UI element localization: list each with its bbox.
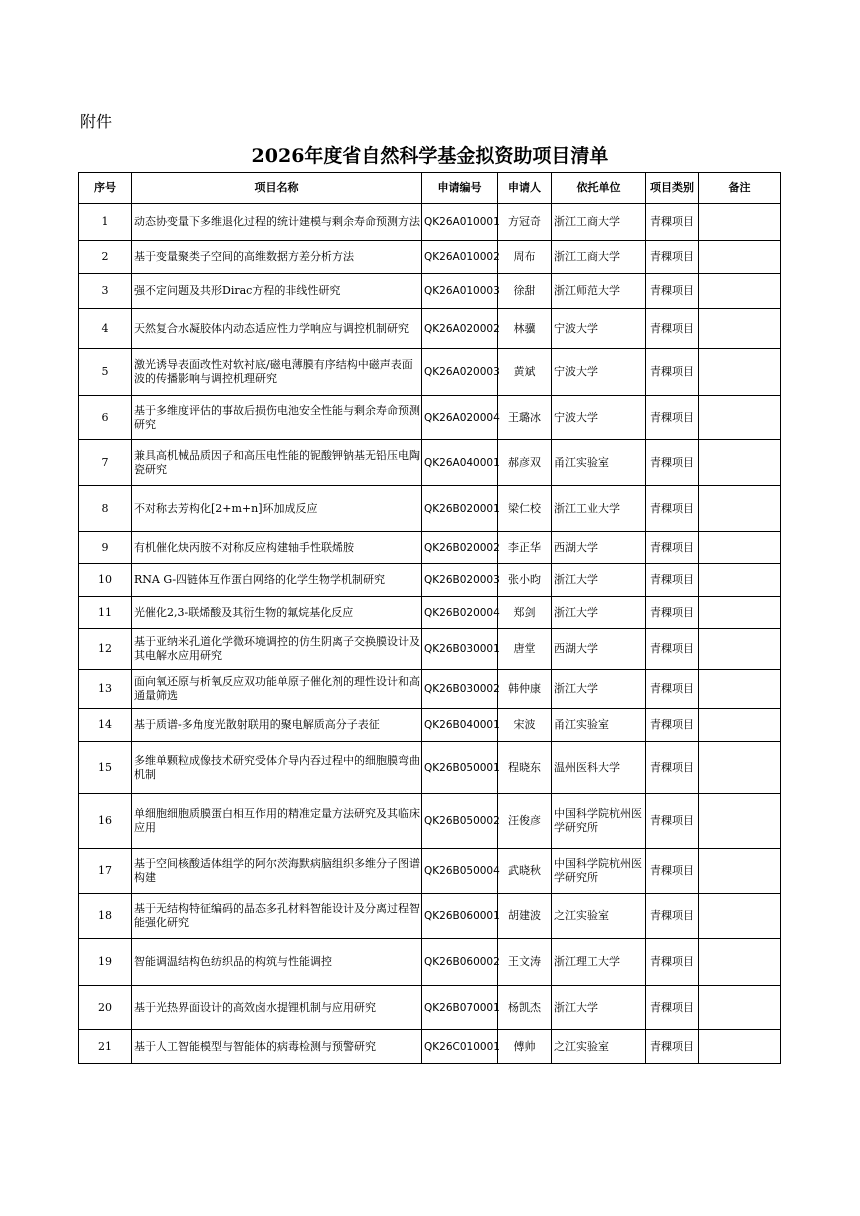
cell-no: 20 — [79, 986, 132, 1030]
cell-project-name: 激光诱导表面改性对软衬底/磁电薄膜有序结构中磁声表面波的传播影响与调控机理研究 — [132, 349, 422, 396]
cell-applicant: 张小昀 — [498, 564, 552, 597]
cell-project-name: 动态协变量下多维退化过程的统计建模与剩余寿命预测方法 — [132, 204, 422, 241]
cell-category: 青稞项目 — [646, 440, 699, 486]
table-row — [79, 532, 781, 564]
cell-unit: 浙江大学 — [552, 986, 646, 1030]
table-row — [79, 274, 781, 309]
cell-note — [699, 349, 781, 396]
cell-note — [699, 597, 781, 629]
cell-no: 16 — [79, 794, 132, 849]
cell-unit: 甬江实验室 — [552, 440, 646, 486]
cell-application-code: QK26B050002 — [422, 794, 498, 849]
cell-note — [699, 532, 781, 564]
cell-no: 13 — [79, 670, 132, 709]
table-row — [79, 849, 781, 894]
cell-unit: 宁波大学 — [552, 396, 646, 440]
cell-applicant: 傅帅 — [498, 1030, 552, 1064]
cell-no: 19 — [79, 939, 132, 986]
cell-note — [699, 396, 781, 440]
cell-applicant: 郑剑 — [498, 597, 552, 629]
col-header-no: 序号 — [79, 173, 132, 204]
cell-application-code: QK26B060002 — [422, 939, 498, 986]
table-row — [79, 349, 781, 396]
cell-note — [699, 742, 781, 794]
cell-category: 青稞项目 — [646, 274, 699, 309]
cell-unit: 宁波大学 — [552, 349, 646, 396]
cell-project-name: 基于人工智能模型与智能体的病毒检测与预警研究 — [132, 1030, 422, 1064]
cell-category: 青稞项目 — [646, 894, 699, 939]
cell-unit: 温州医科大学 — [552, 742, 646, 794]
cell-project-name: 多维单颗粒成像技术研究受体介导内吞过程中的细胞膜弯曲机制 — [132, 742, 422, 794]
table-row — [79, 629, 781, 670]
table-row — [79, 939, 781, 986]
cell-note — [699, 794, 781, 849]
cell-applicant: 程晓东 — [498, 742, 552, 794]
cell-unit: 浙江大学 — [552, 670, 646, 709]
cell-project-name: 光催化2,3-联烯酸及其衍生物的氟烷基化反应 — [132, 597, 422, 629]
cell-no: 21 — [79, 1030, 132, 1064]
cell-unit: 浙江工业大学 — [552, 486, 646, 532]
col-header-code: 申请编号 — [422, 173, 498, 204]
cell-project-name: 单细胞细胞质膜蛋白相互作用的精准定量方法研究及其临床应用 — [132, 794, 422, 849]
cell-applicant: 王文涛 — [498, 939, 552, 986]
cell-category: 青稞项目 — [646, 1030, 699, 1064]
table-row — [79, 894, 781, 939]
col-header-category: 项目类别 — [646, 173, 699, 204]
table-row — [79, 670, 781, 709]
cell-application-code: QK26B070001 — [422, 986, 498, 1030]
table-row — [79, 709, 781, 742]
cell-unit: 甬江实验室 — [552, 709, 646, 742]
col-header-note: 备注 — [699, 173, 781, 204]
cell-unit: 之江实验室 — [552, 894, 646, 939]
cell-application-code: QK26A020002 — [422, 309, 498, 349]
cell-no: 9 — [79, 532, 132, 564]
cell-project-name: 基于亚纳米孔道化学微环境调控的仿生阴离子交换膜设计及其电解水应用研究 — [132, 629, 422, 670]
cell-project-name: 天然复合水凝胶体内动态适应性力学响应与调控机制研究 — [132, 309, 422, 349]
cell-no: 14 — [79, 709, 132, 742]
cell-note — [699, 1030, 781, 1064]
table-row — [79, 309, 781, 349]
cell-note — [699, 274, 781, 309]
cell-no: 7 — [79, 440, 132, 486]
cell-category: 青稞项目 — [646, 241, 699, 274]
cell-project-name: RNA G-四链体互作蛋白网络的化学生物学机制研究 — [132, 564, 422, 597]
cell-note — [699, 986, 781, 1030]
cell-note — [699, 629, 781, 670]
cell-applicant: 杨凯杰 — [498, 986, 552, 1030]
cell-project-name: 基于多维度评估的事故后损伤电池安全性能与剩余寿命预测研究 — [132, 396, 422, 440]
cell-no: 10 — [79, 564, 132, 597]
cell-unit: 中国科学院杭州医学研究所 — [552, 849, 646, 894]
cell-applicant: 武晓秋 — [498, 849, 552, 894]
cell-application-code: QK26C010001 — [422, 1030, 498, 1064]
cell-category: 青稞项目 — [646, 204, 699, 241]
attachment-label: 附件 — [80, 112, 113, 131]
cell-application-code: QK26B030002 — [422, 670, 498, 709]
table-row — [79, 241, 781, 274]
cell-applicant: 方冠奇 — [498, 204, 552, 241]
cell-application-code: QK26A010002 — [422, 241, 498, 274]
cell-applicant: 郝彦双 — [498, 440, 552, 486]
cell-project-name: 基于无结构特征编码的晶态多孔材料智能设计及分离过程智能强化研究 — [132, 894, 422, 939]
cell-application-code: QK26B020001 — [422, 486, 498, 532]
cell-unit: 浙江工商大学 — [552, 204, 646, 241]
cell-unit: 中国科学院杭州医学研究所 — [552, 794, 646, 849]
cell-category: 青稞项目 — [646, 849, 699, 894]
cell-note — [699, 939, 781, 986]
cell-applicant: 周布 — [498, 241, 552, 274]
table-row — [79, 564, 781, 597]
cell-category: 青稞项目 — [646, 486, 699, 532]
cell-application-code: QK26B050004 — [422, 849, 498, 894]
cell-applicant: 王璐冰 — [498, 396, 552, 440]
cell-category: 青稞项目 — [646, 986, 699, 1030]
cell-application-code: QK26B020002 — [422, 532, 498, 564]
cell-category: 青稞项目 — [646, 709, 699, 742]
cell-project-name: 面向氧还原与析氧反应双功能单原子催化剂的理性设计和高通量筛选 — [132, 670, 422, 709]
cell-application-code: QK26B040001 — [422, 709, 498, 742]
cell-no: 1 — [79, 204, 132, 241]
cell-category: 青稞项目 — [646, 532, 699, 564]
cell-unit: 浙江师范大学 — [552, 274, 646, 309]
cell-applicant: 梁仁校 — [498, 486, 552, 532]
cell-unit: 西湖大学 — [552, 629, 646, 670]
table-row — [79, 440, 781, 486]
cell-category: 青稞项目 — [646, 396, 699, 440]
table-row — [79, 986, 781, 1030]
cell-applicant: 李正华 — [498, 532, 552, 564]
table-row — [79, 486, 781, 532]
cell-project-name: 基于变量聚类子空间的高维数据方差分析方法 — [132, 241, 422, 274]
cell-category: 青稞项目 — [646, 309, 699, 349]
cell-application-code: QK26B050001 — [422, 742, 498, 794]
cell-project-name: 基于光热界面设计的高效卤水提锂机制与应用研究 — [132, 986, 422, 1030]
table-row — [79, 742, 781, 794]
cell-project-name: 基于质谱-多角度光散射联用的聚电解质高分子表征 — [132, 709, 422, 742]
cell-no: 2 — [79, 241, 132, 274]
cell-application-code: QK26A010001 — [422, 204, 498, 241]
table-header-row — [79, 173, 781, 204]
cell-no: 12 — [79, 629, 132, 670]
cell-project-name: 有机催化炔丙胺不对称反应构建轴手性联烯胺 — [132, 532, 422, 564]
cell-category: 青稞项目 — [646, 939, 699, 986]
cell-category: 青稞项目 — [646, 349, 699, 396]
table-row — [79, 396, 781, 440]
cell-note — [699, 440, 781, 486]
cell-applicant: 胡建波 — [498, 894, 552, 939]
cell-no: 6 — [79, 396, 132, 440]
cell-no: 17 — [79, 849, 132, 894]
cell-project-name: 智能调温结构色纺织品的构筑与性能调控 — [132, 939, 422, 986]
cell-application-code: QK26B020004 — [422, 597, 498, 629]
table-row — [79, 204, 781, 241]
cell-note — [699, 241, 781, 274]
cell-applicant: 韩仲康 — [498, 670, 552, 709]
cell-no: 18 — [79, 894, 132, 939]
cell-application-code: QK26A020004 — [422, 396, 498, 440]
cell-applicant: 宋波 — [498, 709, 552, 742]
cell-no: 15 — [79, 742, 132, 794]
cell-note — [699, 849, 781, 894]
cell-unit: 之江实验室 — [552, 1030, 646, 1064]
cell-applicant: 唐堂 — [498, 629, 552, 670]
col-header-unit: 依托单位 — [552, 173, 646, 204]
col-header-applicant: 申请人 — [498, 173, 552, 204]
cell-applicant: 汪俊彦 — [498, 794, 552, 849]
cell-category: 青稞项目 — [646, 794, 699, 849]
cell-application-code: QK26A040001 — [422, 440, 498, 486]
table-row — [79, 794, 781, 849]
cell-category: 青稞项目 — [646, 670, 699, 709]
cell-note — [699, 204, 781, 241]
cell-no: 5 — [79, 349, 132, 396]
cell-no: 8 — [79, 486, 132, 532]
cell-applicant: 黄斌 — [498, 349, 552, 396]
cell-category: 青稞项目 — [646, 629, 699, 670]
cell-note — [699, 564, 781, 597]
col-header-name: 项目名称 — [132, 173, 422, 204]
cell-unit: 宁波大学 — [552, 309, 646, 349]
cell-application-code: QK26B060001 — [422, 894, 498, 939]
cell-unit: 浙江大学 — [552, 564, 646, 597]
cell-application-code: QK26A020003 — [422, 349, 498, 396]
table-row — [79, 1030, 781, 1064]
page-title: 2026年度省自然科学基金拟资助项目清单 — [251, 145, 609, 167]
cell-project-name: 强不定问题及共形Dirac方程的非线性研究 — [132, 274, 422, 309]
cell-application-code: QK26B030001 — [422, 629, 498, 670]
cell-note — [699, 670, 781, 709]
table-row — [79, 597, 781, 629]
cell-project-name: 兼具高机械品质因子和高压电性能的铌酸钾钠基无铅压电陶瓷研究 — [132, 440, 422, 486]
cell-project-name: 基于空间核酸适体组学的阿尔茨海默病脑组织多维分子图谱构建 — [132, 849, 422, 894]
cell-category: 青稞项目 — [646, 564, 699, 597]
cell-no: 4 — [79, 309, 132, 349]
project-table — [78, 172, 781, 1064]
cell-category: 青稞项目 — [646, 597, 699, 629]
cell-project-name: 不对称去芳构化[2+m+n]环加成反应 — [132, 486, 422, 532]
cell-note — [699, 894, 781, 939]
cell-category: 青稞项目 — [646, 742, 699, 794]
cell-no: 11 — [79, 597, 132, 629]
cell-application-code: QK26A010003 — [422, 274, 498, 309]
cell-unit: 西湖大学 — [552, 532, 646, 564]
cell-note — [699, 309, 781, 349]
cell-unit: 浙江工商大学 — [552, 241, 646, 274]
cell-application-code: QK26B020003 — [422, 564, 498, 597]
cell-note — [699, 486, 781, 532]
cell-unit: 浙江大学 — [552, 597, 646, 629]
cell-applicant: 林骥 — [498, 309, 552, 349]
cell-note — [699, 709, 781, 742]
cell-applicant: 徐甜 — [498, 274, 552, 309]
cell-unit: 浙江理工大学 — [552, 939, 646, 986]
cell-no: 3 — [79, 274, 132, 309]
